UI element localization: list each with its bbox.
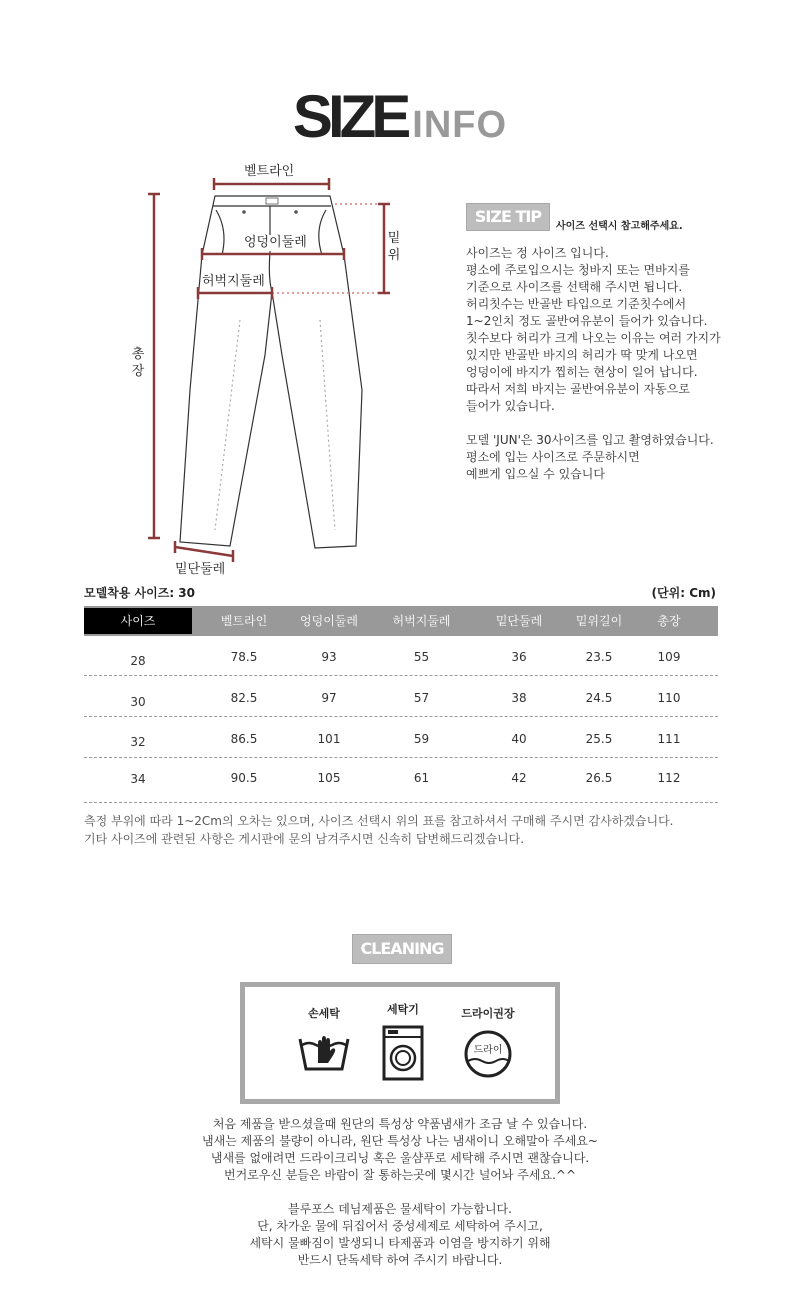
size-table-header: [84, 606, 718, 636]
cell-thigh: 59: [413, 732, 430, 746]
cleaning-line: 냄새를 없애려면 드라이크리닝 혹은 울샴푸로 세탁해 주시면 괜찮습니다.: [210, 1151, 590, 1165]
size-tip-badge: SIZE TIP: [466, 203, 550, 231]
cell-belt: 78.5: [230, 650, 258, 664]
tip-line: 예쁘게 입으실 수 있습니다: [466, 467, 605, 481]
cell-hip: 101: [317, 732, 341, 746]
cleaning-line: 세탁시 물빠짐이 발생되니 타제품과 이염을 방지하기 위해: [249, 1236, 551, 1250]
cell-length: 109: [657, 650, 681, 664]
tip-line: 허리칫수는 반골반 타입으로 기준칫수에서: [466, 297, 687, 311]
header-thigh: 허벅지둘레: [392, 614, 451, 628]
note-line: 기타 사이즈에 관련된 사항은 게시판에 문의 남겨주시면 신속히 답변해드리겠습니다.: [84, 832, 525, 846]
tip-line: 들어가 있습니다.: [466, 399, 555, 413]
cell-size: 30: [130, 695, 146, 709]
cell-hip: 105: [317, 771, 341, 785]
dry-clean-icon: [460, 1029, 516, 1079]
cell-size: 32: [130, 735, 146, 749]
pants-illustration: [120, 160, 420, 580]
cleaning-line: 냄새는 제품의 불량이 아니라, 원단 특성상 나는 냄새이니 오해말아 주세요~: [202, 1134, 598, 1148]
page-title: [0, 82, 800, 151]
length-label-char-2: 장: [131, 364, 145, 379]
model-size-label: 모델착용 사이즈: 30: [84, 586, 195, 600]
cell-rise: 23.5: [585, 650, 613, 664]
cleaning-line: 처음 제품을 받으셨을때 원단의 특성상 약품냄새가 조금 날 수 있습니다.: [212, 1117, 588, 1131]
table-notes: [84, 812, 673, 848]
table-row: [84, 759, 718, 803]
tip-line: 엉덩이에 바지가 찝히는 현상이 일어 납니다.: [466, 365, 698, 379]
hip-label: 엉덩이둘레: [244, 235, 307, 250]
hand-wash-icon: [294, 1029, 354, 1077]
size-tip-text: [466, 245, 766, 483]
cleaning-line: 번거로우신 분들은 바람이 잘 통하는곳에 몇시간 널어놔 주세요.^^: [223, 1168, 577, 1182]
cell-rise: 24.5: [585, 691, 613, 705]
hem-label: 밑단둘레: [175, 562, 226, 577]
tip-line: 기준으로 사이즈를 선택해 주시면 됩니다.: [466, 280, 683, 294]
cell-hip: 93: [321, 650, 337, 664]
table-row: [84, 677, 718, 717]
dry-clean-item: [443, 1005, 533, 1079]
cell-hem: 38: [511, 691, 527, 705]
tip-line: 사이즈는 정 사이즈 입니다.: [466, 246, 609, 260]
hand-wash-item: [279, 1005, 369, 1077]
cell-rise: 26.5: [585, 771, 613, 785]
length-label-char-1: 총: [131, 347, 145, 362]
washing-machine-item: [358, 1001, 448, 1083]
cleaning-line: 단, 차가운 물에 뒤집어서 중성세제로 세탁하여 주시고,: [257, 1219, 543, 1233]
table-row: [84, 718, 718, 758]
tip-line: 따라서 저희 바지는 골반여유분이 자동으로: [466, 382, 690, 396]
tip-line: 칫수보다 허리가 크게 나오는 이유는 여러 가지가: [466, 331, 721, 345]
title-main: SIZE: [292, 83, 407, 150]
washing-machine-label: 세탁기: [387, 1003, 419, 1016]
note-line: 측정 부위에 따라 1~2Cm의 오차는 있으며, 사이즈 선택시 위의 표를 참고하셔서 구매해 주시면 감사하겠습니다.: [84, 814, 674, 828]
washing-machine-icon: [380, 1025, 426, 1083]
cell-length: 110: [657, 691, 681, 705]
unit-label: (단위: Cm): [651, 586, 716, 600]
pants-measurement-diagram: [120, 160, 420, 580]
cell-length: 111: [657, 732, 681, 746]
dry-clean-inner-text: 드라이: [473, 1045, 503, 1056]
cleaning-icons-box: [240, 982, 560, 1104]
cleaning-text: [0, 1116, 800, 1269]
cell-hem: 36: [511, 650, 527, 664]
cell-hem: 42: [511, 771, 527, 785]
cell-belt: 86.5: [230, 732, 258, 746]
cell-thigh: 57: [413, 691, 430, 705]
tip-line: 있지만 반골반 바지의 허리가 딱 맞게 나오면: [466, 348, 698, 362]
tip-line: 평소에 주로입으시는 청바지 또는 면바지를: [466, 263, 690, 277]
thigh-label: 허벅지둘레: [202, 274, 265, 289]
size-tip-note: 사이즈 선택시 참고해주세요.: [556, 221, 683, 232]
cell-belt: 90.5: [230, 771, 258, 785]
cleaning-badge: CLEANING: [352, 934, 452, 964]
rise-label-char-2: 위: [387, 248, 401, 263]
header-belt: 벨트라인: [220, 614, 268, 628]
tip-line: 1~2인치 정도 골반여유분이 들어가 있습니다.: [466, 314, 708, 328]
cell-size: 28: [130, 654, 146, 668]
cell-thigh: 55: [413, 650, 430, 664]
title-sub: INFO: [412, 104, 508, 146]
rise-label: [386, 230, 402, 264]
cell-hem: 40: [511, 732, 527, 746]
cleaning-line: 반드시 단독세탁 하여 주시기 바랍니다.: [297, 1253, 503, 1267]
header-hip: 엉덩이둘레: [300, 614, 358, 628]
table-row: [84, 636, 718, 676]
cell-size: 34: [130, 772, 146, 786]
dry-clean-label: 드라이권장: [461, 1007, 515, 1020]
cell-thigh: 61: [413, 771, 430, 785]
cell-belt: 82.5: [230, 691, 258, 705]
header-length: 총장: [657, 614, 681, 628]
header-hem: 밑단둘레: [495, 614, 543, 628]
hand-wash-label: 손세탁: [308, 1007, 340, 1020]
header-size: 사이즈: [84, 608, 192, 634]
belt-line-label: 벨트라인: [244, 164, 295, 179]
cell-rise: 25.5: [585, 732, 613, 746]
total-length-label: [130, 346, 146, 380]
rise-label-char-1: 밑: [387, 231, 401, 246]
header-rise: 밑위길이: [575, 614, 623, 628]
cell-hip: 97: [321, 691, 337, 705]
cell-length: 112: [657, 771, 681, 785]
tip-line: 평소에 입는 사이즈로 주문하시면: [466, 450, 640, 464]
tip-line: 모델 'JUN'은 30사이즈를 입고 촬영하였습니다.: [466, 433, 714, 447]
cleaning-line: 블루포스 데님제품은 물세탁이 가능합니다.: [288, 1202, 512, 1216]
